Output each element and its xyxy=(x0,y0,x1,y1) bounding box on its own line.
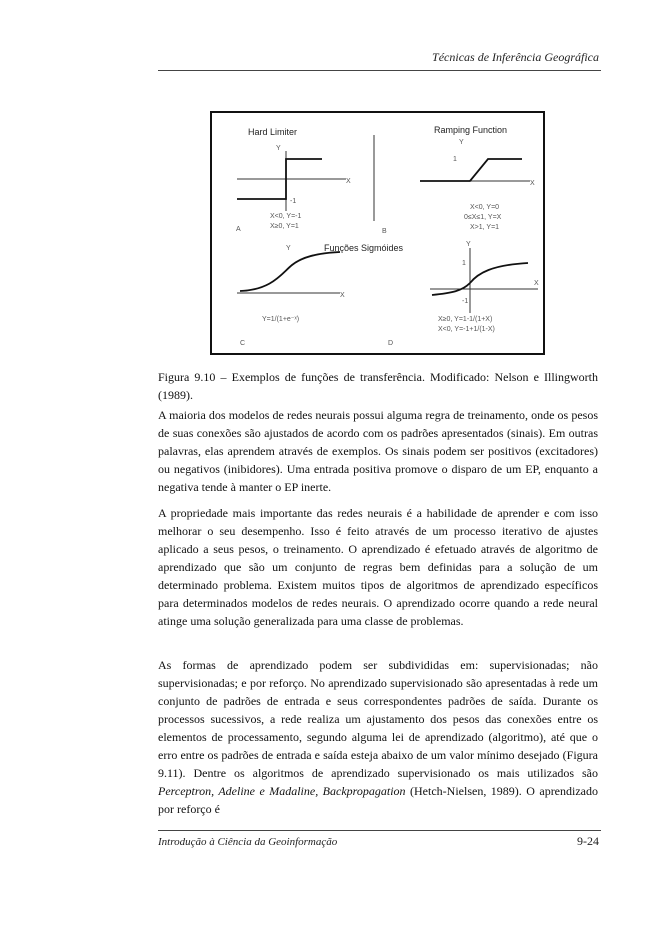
panel-b-x-label: X xyxy=(530,180,535,187)
panel-a-title: Hard Limiter xyxy=(248,127,298,137)
panel-b-one: 1 xyxy=(453,156,457,163)
panel-a-minus-one: -1 xyxy=(290,198,297,205)
running-header: Técnicas de Inferência Geográfica xyxy=(432,50,599,64)
panel-c-sigmoid-curve xyxy=(240,252,340,291)
transfer-functions-figure xyxy=(210,111,545,355)
paragraph-3-start: As formas de aprendizado podem ser subdivididas em: supervisionadas; não supervisionadas; e por reforço. No aprendizado supervisionado são apresentadas à rede um conjunto de padrões de entrada e seus correspondentes padrões de saída. Durante os processos sucessivos, a rede realiza um ajustamento dos pesos das conexões entre os elementos de processamento, segundo alguma lei de aprendizado (algoritmo), até que o erro entre os padrões de entrada e saída esteja abaixo de um valor mínimo desejado (Figura 9.11). Dentre os algoritmos de aprendizado supervisionado os mais utilizados são xyxy=(158,658,598,780)
panel-c-rule-1: Y=1/(1+e⁻ˣ) xyxy=(262,316,300,323)
algorithm-names: Perceptron, Adeline e Madaline, Backpropagation xyxy=(158,784,406,798)
header-rule xyxy=(158,70,601,71)
paragraph-3-end: (Hetch-Nielsen, 1989). O aprendizado por reforço é xyxy=(158,784,598,816)
paragraph-2: A propriedade mais importante das redes neurais é a habilidade de aprender e com isso melhorar o seu desempenho. Isso é feito através de um processo iterativo de ajustes aplicado a seus pesos, o treinamento. O aprendizado é efetuado através de algoritmo de aprendizado que são um conjunto de regras bem definidas para a solução de um determinado problema. Existem muitos tipos de algoritmos de aprendizado específicos para determinados modelos de redes neurais. O aprendizado ocorre quando a rede neural atinge uma solução generalizada para uma classe de problemas. xyxy=(158,506,598,628)
panel-a-letter: A xyxy=(236,226,241,233)
panel-b-rule-2: 0≤X≤1, Y=X xyxy=(464,214,502,221)
panel-b-title: Ramping Function xyxy=(434,125,508,135)
panel-a-y-label: Y xyxy=(276,145,281,152)
footer-book-title: Introdução à Ciência da Geoinformação xyxy=(158,836,338,848)
panel-d-minus-one: -1 xyxy=(462,298,469,305)
paragraph-1: A maioria dos modelos de redes neurais possui alguma regra de treinamento, onde os pesos de suas conexões são ajustados de acordo com os padrões apresentados (sinais). Em outras palavras, elas aprendem através de exemplos. Os sinais podem ser positivos (excitadores) ou negativos (inibidores). Uma entrada positiva promove o disparo de um EP, enquanto a negativa tende à manter o EP inerte. xyxy=(158,408,598,494)
panel-b-ramp-curve xyxy=(420,159,522,181)
panel-b-y-label: Y xyxy=(459,139,464,146)
sigmoid-title: Funções Sigmóides xyxy=(324,243,404,253)
panel-d-rule-2: X<0, Y=-1+1/(1-X) xyxy=(438,326,495,333)
panel-d-letter: D xyxy=(388,340,394,347)
panel-a-x-label: X xyxy=(346,178,351,185)
panel-c-x-label: X xyxy=(340,292,345,299)
panel-d-sigmoid-curve xyxy=(432,263,528,295)
panel-b-rule-3: X>1, Y=1 xyxy=(470,224,500,231)
figure-caption: Figura 9.10 – Exemplos de funções de transferência. Modificado: Nelson e Illingworth (1989). xyxy=(158,370,598,402)
figure-graphics xyxy=(212,113,543,353)
panel-b-letter: B xyxy=(382,228,387,235)
panel-d-x-label: X xyxy=(534,280,539,287)
panel-a-rule-2: X≥0, Y=1 xyxy=(270,223,299,230)
paragraph-3 xyxy=(158,656,598,818)
panel-c-y-label: Y xyxy=(286,245,291,252)
panel-c-letter: C xyxy=(240,340,246,347)
panel-d-y-label: Y xyxy=(466,241,471,248)
panel-d-one: 1 xyxy=(462,260,466,267)
page-number: 9-24 xyxy=(577,834,599,848)
footer-rule xyxy=(158,830,601,831)
panel-a-rule-1: X<0, Y=-1 xyxy=(270,213,302,220)
panel-b-rule-1: X<0, Y=0 xyxy=(470,204,500,211)
panel-d-rule-1: X≥0, Y=1-1/(1+X) xyxy=(438,316,493,323)
